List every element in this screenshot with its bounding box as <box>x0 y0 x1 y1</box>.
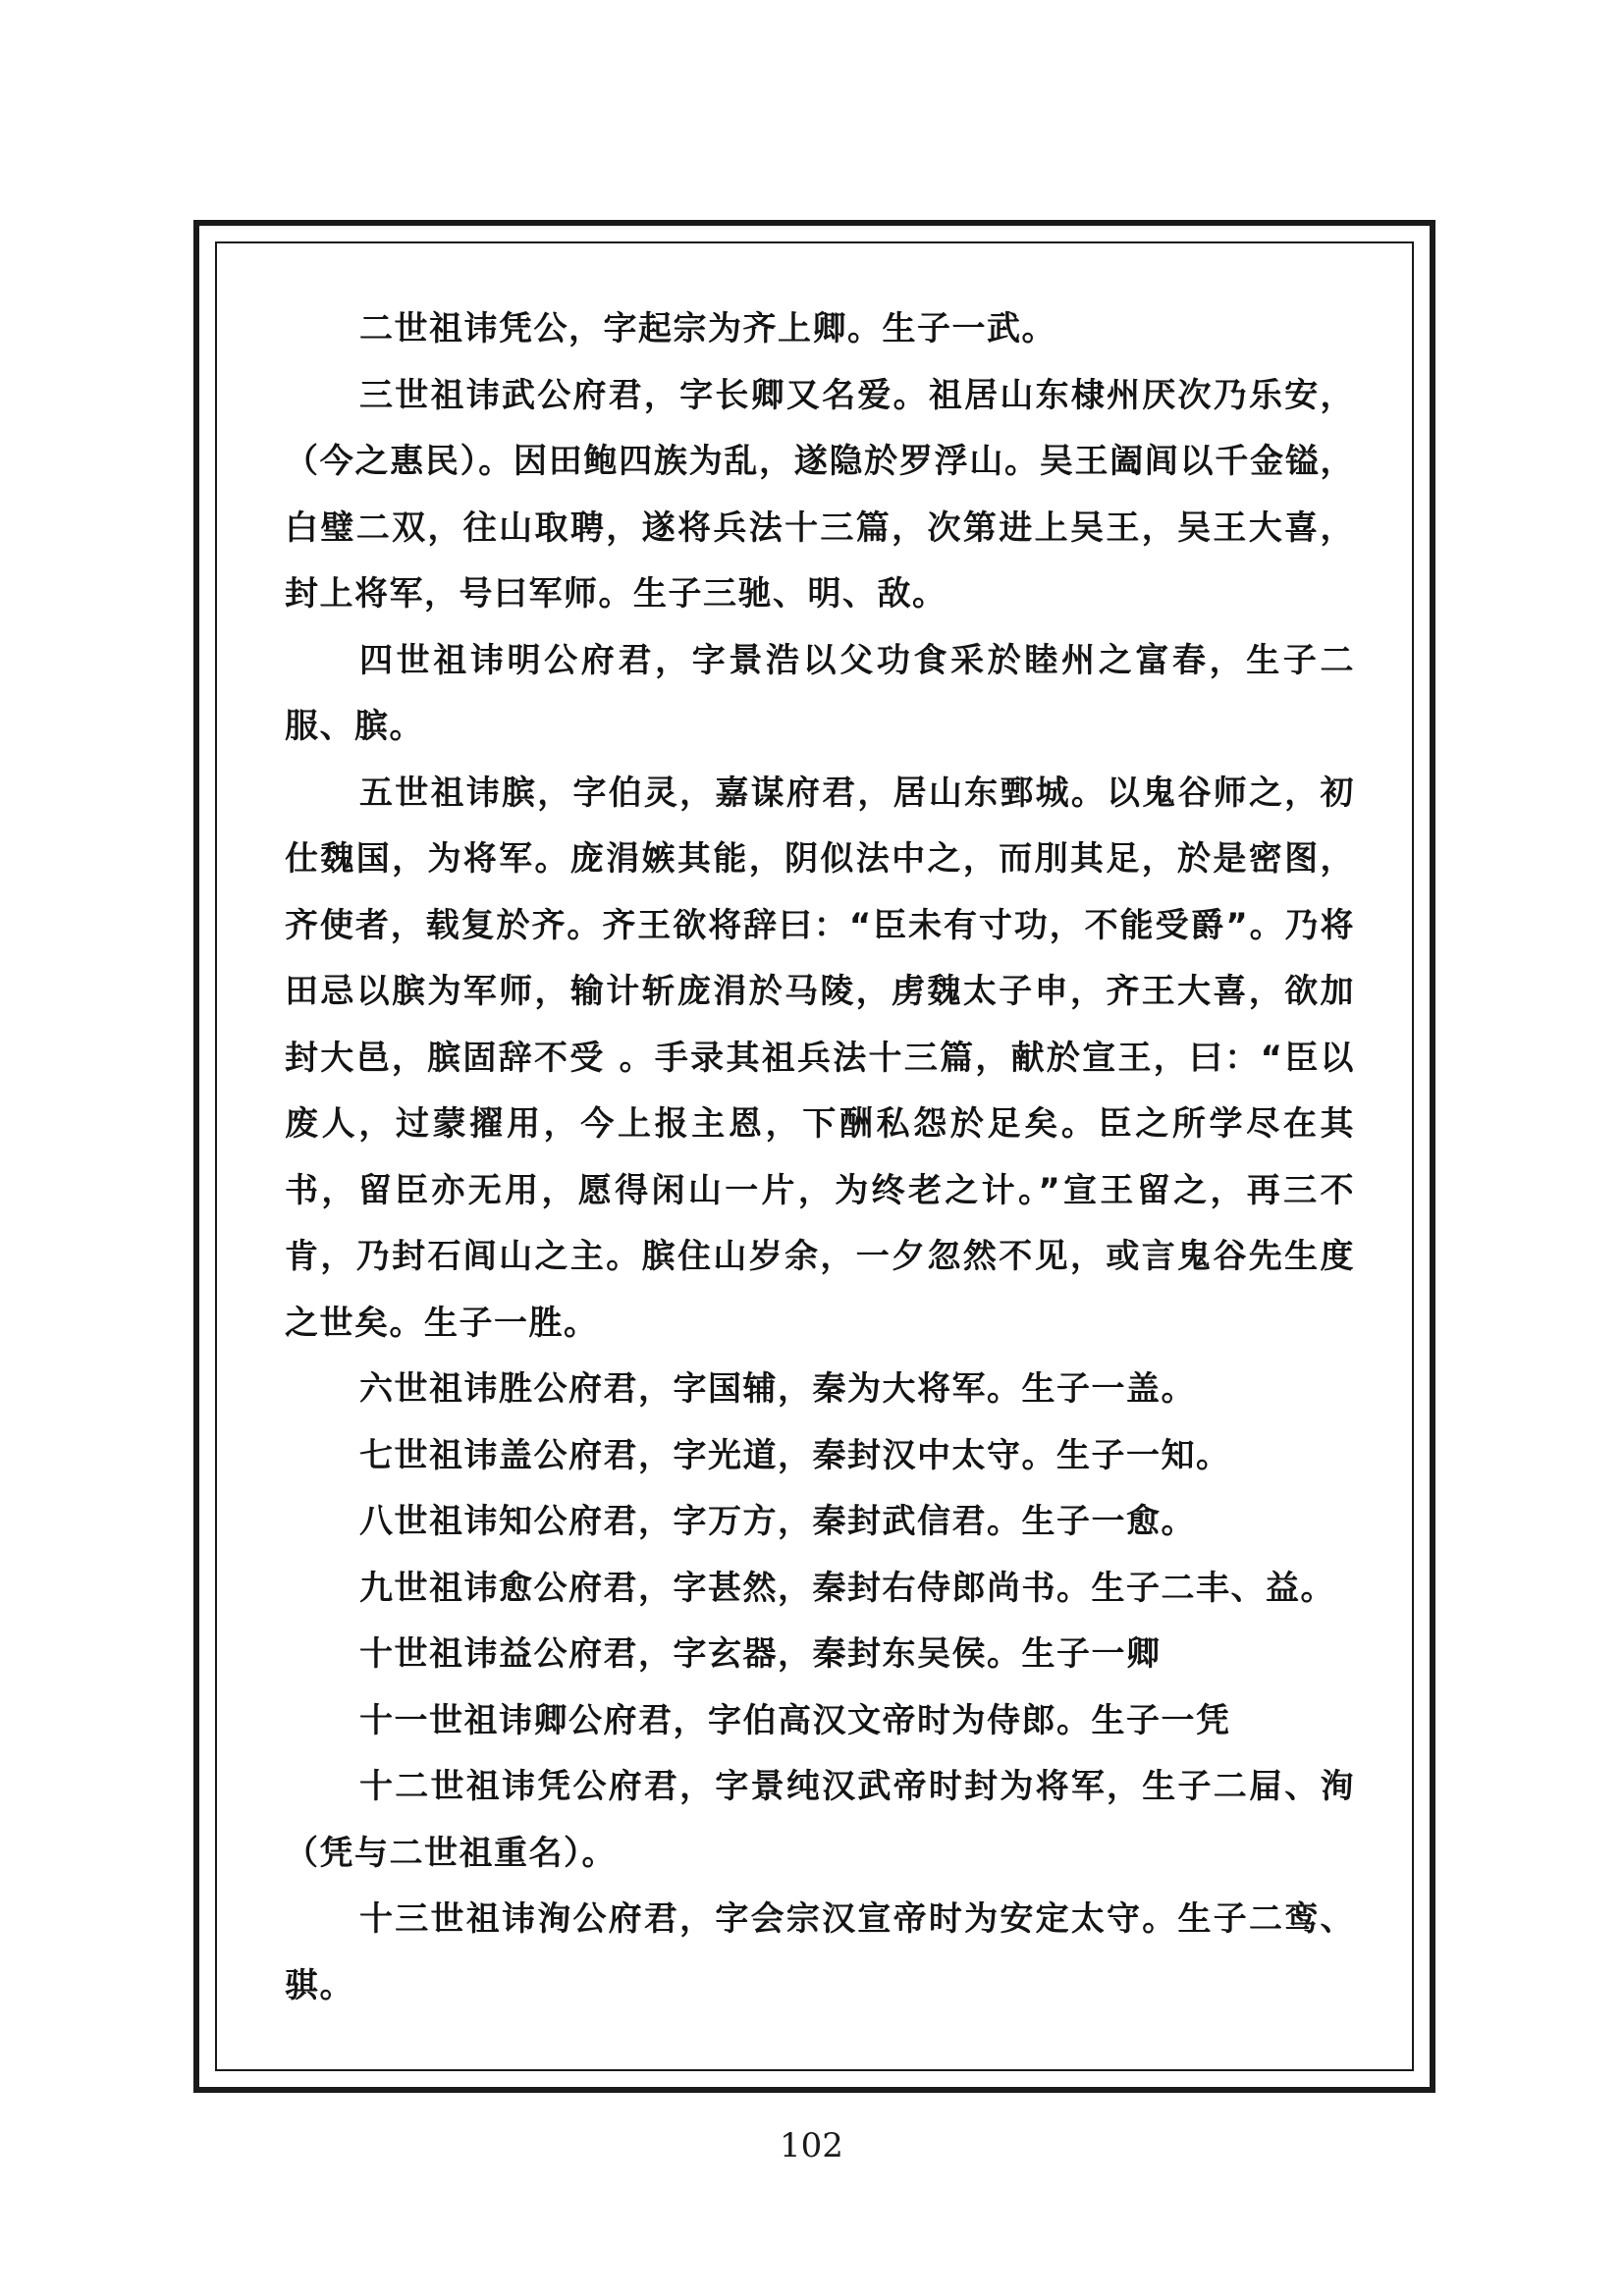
paragraph-gen2: 二世祖讳凭公，字起宗为齐上卿。生子一武。 <box>359 309 1056 348</box>
paragraph-gen6: 六世祖讳胜公府君，字国辅，秦为大将军。生子一盖。 <box>359 1369 1196 1409</box>
paragraph-gen4: 四世祖讳明公府君，字景浩以父功食采於睦州之富春，生子二服、膑。 <box>285 640 1355 746</box>
page-number: 102 <box>780 2126 843 2165</box>
paragraph-gen10: 十世祖讳益公府君，字玄器，秦封东吴侯。生子一卿 <box>359 1634 1162 1674</box>
paragraph-gen11: 十一世祖讳卿公府君，字伯高汉文帝时为侍郎。生子一凭 <box>359 1700 1231 1740</box>
paragraph-gen7: 七世祖讳盖公府君，字光道，秦封汉中太守。生子一知。 <box>359 1435 1231 1475</box>
paragraph-gen3: 三世祖讳武公府君，字长卿又名爱。祖居山东棣州厌次乃乐安，（今之惠民）。因田鲍四族为乱，遂隐於罗浮山。吴王阖闾以千金镒，白璧二双，往山取聘，遂将兵法十三篇，次第进上吴王，吴王大喜，封上将军，号曰军师。生子三驰、明、敌。 <box>285 375 1355 614</box>
paragraph-gen13: 十三世祖讳洵公府君，字会宗汉宣帝时为安定太守。生子二鸾、骐。 <box>285 1899 1355 2005</box>
paragraph-gen5: 五世祖讳膑，字伯灵，嘉谋府君，居山东鄄城。以鬼谷师之，初仕魏国，为将军。庞涓嫉其能，阴似法中之，而刖其足，於是密图，齐使者，载复於齐。齐王欲将辞曰：“臣未有寸功，不能受爵”。乃将田忌以膑为军师，输计斩庞涓於马陵，虏魏太子申，齐王大喜，欲加封大邑，膑固辞不受 。手录其祖兵法十三篇，献於宣王，曰：“臣以废人，过蒙擢用，今上报主恩，下酬私怨於足矣。臣之所学尽在其书，留臣亦无用，愿得闲山一片，为终老之计。”宣王留之，再三不肯，乃封石闾山之主。膑住山岁余，一夕忽然不见，或言鬼谷先生度之世矣。生子一胜。 <box>285 773 1355 1343</box>
paragraph-gen9: 九世祖讳愈公府君，字甚然，秦封右侍郎尚书。生子二丰、益。 <box>359 1568 1335 1608</box>
paragraph-gen12: 十二世祖讳凭公府君，字景纯汉武帝时封为将军，生子二屇、洵（凭与二世祖重名）。 <box>285 1767 1355 1873</box>
text-body <box>285 296 1355 2019</box>
paragraph-gen8: 八世祖讳知公府君，字万方，秦封武信君。生子一愈。 <box>359 1502 1196 1541</box>
